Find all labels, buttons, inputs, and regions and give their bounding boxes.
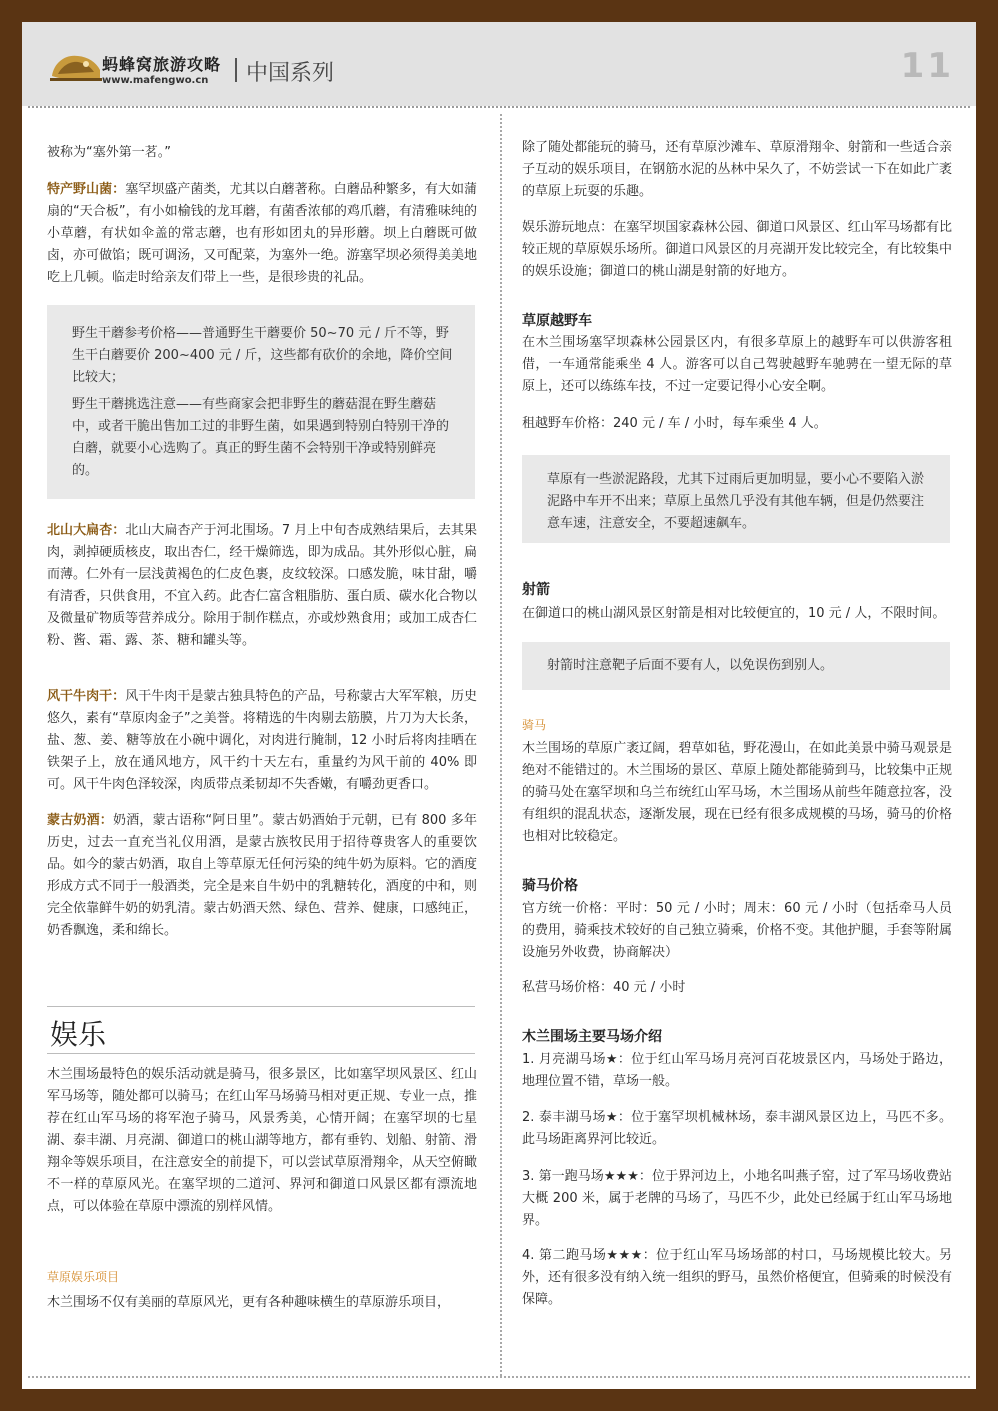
milkwine-lead: 蒙古奶酒： xyxy=(47,813,114,828)
offroad-heading: 草原越野车 xyxy=(522,313,592,329)
horse-farm-4: 4. 第二跑马场★★★：位于红山军马场场部的村口，马场规模比较大。另外，还有很多没有纳入统一组织的野马，虽然价格便宜，但骑乘的时候没有保障。 xyxy=(522,1248,952,1307)
section-heading-entertainment xyxy=(47,1006,475,1054)
header-separator xyxy=(235,58,237,82)
beef-text: 风干牛肉干是蒙古独具特色的产品，号称蒙古大军军粮，历史悠久，素有“草原肉金子”之美誉。将精选的牛肉剔去筋膜，片刀为大长条，盐、葱、姜、糖等放在小碗中调化，对肉进行腌制，12 小时后将肉挂晒在铁架子上，放在通风地方，风干约十天左右，重量约为风干前的 40% 即可。风干牛肉色泽较深，肉质带点柔韧却不失香嫩，有嚼劲更香口。 xyxy=(47,689,477,792)
apricot-lead: 北山大扁杏： xyxy=(47,523,126,538)
horse-farm-1: 1. 月亮湖马场★：位于红山军马场月亮河百花坡景区内，马场处于路边，地理位置不错，草场一般。 xyxy=(522,1052,952,1089)
grassland-entertainment-text: 木兰围场不仅有美丽的草原风光，更有各种趣味横生的草原游乐项目， xyxy=(47,1295,451,1310)
archery-tip: 射箭时注意靶子后面不要有人，以免误伤到别人。 xyxy=(547,658,834,673)
intro-text: 被称为“塞外第一茗。” xyxy=(47,145,171,160)
archery-tip-box xyxy=(522,642,950,690)
places-text: 娱乐游玩地点：在塞罕坝国家森林公园、御道口风景区、红山军马场都有比较正规的草原娱乐场所。御道口风景区的月亮湖开发比较完全，有比较集中的娱乐设施；御道口的桃山湖是射箭的好地方。 xyxy=(522,220,952,279)
tip-price: 野生干蘑参考价格——普通野生干蘑要价 50~70 元 / 斤不等，野生干白蘑要价 200~400 元 / 斤，这些都有砍价的余地，降价空间比较大； xyxy=(72,326,453,385)
column-divider xyxy=(500,114,502,1376)
tip-select: 野生干蘑挑选注意——有些商家会把非野生的蘑菇混在野生蘑菇中，或者干脆出售加工过的非野生菌，如果遇到特别白特别干净的白蘑，就要小心选购了。真正的野生菌不会特别干净或特别鲜亮的。 xyxy=(72,397,450,478)
mushroom-lead: 特产野山菌： xyxy=(47,182,126,197)
logo-name: 蚂蜂窝旅游攻略 xyxy=(102,55,222,74)
riding-price-official: 官方统一价格：平时：50 元 / 小时；周末：60 元 / 小时（包括牵马人员的费用，骑乘技术较好的自己独立骑乘，价格不变。其他护腿，手套等附属设施另外收费，协商解决） xyxy=(522,901,952,960)
offroad-tip-box xyxy=(522,455,950,543)
apricot-paragraph xyxy=(47,520,477,652)
mushroom-tip-box xyxy=(47,305,475,499)
page-number: 11 xyxy=(900,46,954,86)
mafengwo-logo-icon xyxy=(48,50,104,84)
header-divider xyxy=(28,106,970,108)
offroad-tip: 草原有一些淤泥路段，尤其下过雨后更加明显，要小心不要陷入淤泥路中车开不出来；草原上虽然几乎没有其他车辆，但是仍然要注意车速，注意安全，不要超速飙车。 xyxy=(547,472,925,531)
riding-text: 木兰围场的草原广袤辽阔，碧草如毡，野花漫山，在如此美景中骑马观景是绝对不能错过的。木兰围场的景区、草原上随处都能骑到马，比较集中正规的骑马处在塞罕坝和乌兰布统红山军马场，木兰围场从前些年随意拉客，没有组织的混乱状态，逐渐发展，现在已经有很多成规模的马场，骑马的价格也相对比较稳定。 xyxy=(522,741,952,844)
footer-divider xyxy=(28,1376,970,1378)
riding-subheading: 骑马 xyxy=(522,718,547,732)
grassland-entertainment-subheading: 草原娱乐项目 xyxy=(47,1270,120,1284)
section-title: 娱乐 xyxy=(50,1018,107,1051)
riding-price-private: 私营马场价格：40 元 / 小时 xyxy=(522,980,686,995)
entertainment-text: 木兰围场最特色的娱乐活动就是骑马，很多景区，比如塞罕坝风景区、红山军马场等，随处都可以骑马；在红山军马场骑马相对更正规、专业一点，推荐在红山军马场的将军泡子骑马，风景秀美，心情开阔；在塞罕坝的七星湖、泰丰湖、月亮湖、御道口的桃山湖等地方，都有垂钓、划船、射箭、滑翔伞等娱乐项目，在注意安全的前提下，可以尝试草原滑翔伞，从天空俯瞰不一样的草原风光。在塞罕坝的二道河、界河和御道口风景区都有漂流地点，可以体验在草原中漂流的别样风情。 xyxy=(47,1067,477,1214)
offroad-text: 在木兰围场塞罕坝森林公园景区内，有很多草原上的越野车可以供游客租借，一车通常能乘坐 4 人。游客可以自己驾驶越野车驰骋在一望无际的草原上，还可以练练车技，不过一定要记得小心安全啊。 xyxy=(522,335,952,394)
beef-lead: 风干牛肉干： xyxy=(47,689,126,704)
mushroom-paragraph xyxy=(47,179,477,289)
milkwine-text: 奶酒，蒙古语称“阿日里”。蒙古奶酒始于元朝，已有 800 多年历史，过去一直充当礼仪用酒，是蒙古族牧民用于招待尊贵客人的重要饮品。如今的蒙古奶酒，取自上等草原无任何污染的纯牛奶为原料。它的酒度形成方式不同于一般酒类，完全是来自牛奶中的乳糖转化，酒度的中和，则完全依靠鲜牛奶的奶乳清。蒙古奶酒天然、绿色、营养、健康，口感纯正，奶香飘逸，柔和绵长。 xyxy=(47,813,477,938)
offroad-price: 租越野车价格：240 元 / 车 / 小时，每车乘坐 4 人。 xyxy=(522,416,827,431)
archery-text: 在御道口的桃山湖风景区射箭是相对比较便宜的，10 元 / 人，不限时间。 xyxy=(522,606,946,621)
horse-farms-heading: 木兰围场主要马场介绍 xyxy=(522,1029,662,1045)
horse-farm-2: 2. 泰丰湖马场★：位于塞罕坝机械林场，泰丰湖风景区边上，马匹不多。此马场距离界河比较近。 xyxy=(522,1110,952,1147)
logo-url: www.mafengwo.cn xyxy=(102,75,209,86)
beef-paragraph xyxy=(47,686,477,796)
milkwine-paragraph xyxy=(47,810,477,942)
continued-text: 除了随处都能玩的骑马，还有草原沙滩车、草原滑翔伞、射箭和一些适合亲子互动的娱乐项目，在钢筋水泥的丛林中呆久了，不妨尝试一下在如此广袤的草原上玩耍的乐趣。 xyxy=(522,140,952,199)
riding-price-heading: 骑马价格 xyxy=(522,878,578,894)
series-title: 中国系列 xyxy=(246,61,335,86)
mushroom-text: 塞罕坝盛产菌类，尤其以白蘑著称。白蘑品种繁多，有大如蒲扇的“天合板”，有小如榆钱的龙耳蘑，有菌香浓郁的鸡爪蘑，有清雅味纯的小草蘑，有状如伞盖的常志蘑，也有形如团丸的异形蘑。坝上白蘑既可做卤，亦可做馅；既可调汤，又可配菜，为塞外一绝。游塞罕坝必须得美美地吃上几顿。临走时给亲友们带上一些，是很珍贵的礼品。 xyxy=(47,182,477,285)
page xyxy=(22,22,976,1389)
apricot-text: 北山大扁杏产于河北围场。7 月上中旬杏成熟结果后，去其果肉，剥掉硬质核皮，取出杏仁，经干燥筛选，即为成品。其外形似心脏，扁而薄。仁外有一层浅黄褐色的仁皮色裹，皮纹较深。口感发脆，味甘甜，嚼有清香，只供食用，不宜入药。此杏仁富含粗脂肪、蛋白质、碳水化合物以及微量矿物质等营养成分。除用于制作糕点，亦或炒熟食用；或加工成杏仁粉、酱、霜、露、茶、糖和罐头等。 xyxy=(47,523,477,648)
page-header xyxy=(22,22,976,106)
archery-heading: 射箭 xyxy=(522,582,550,598)
horse-farm-3: 3. 第一跑马场★★★：位于界河边上，小地名叫燕子窑，过了军马场收费站大概 200 米，属于老牌的马场了，马匹不少，此处已经属于红山军马场地界。 xyxy=(522,1169,952,1228)
